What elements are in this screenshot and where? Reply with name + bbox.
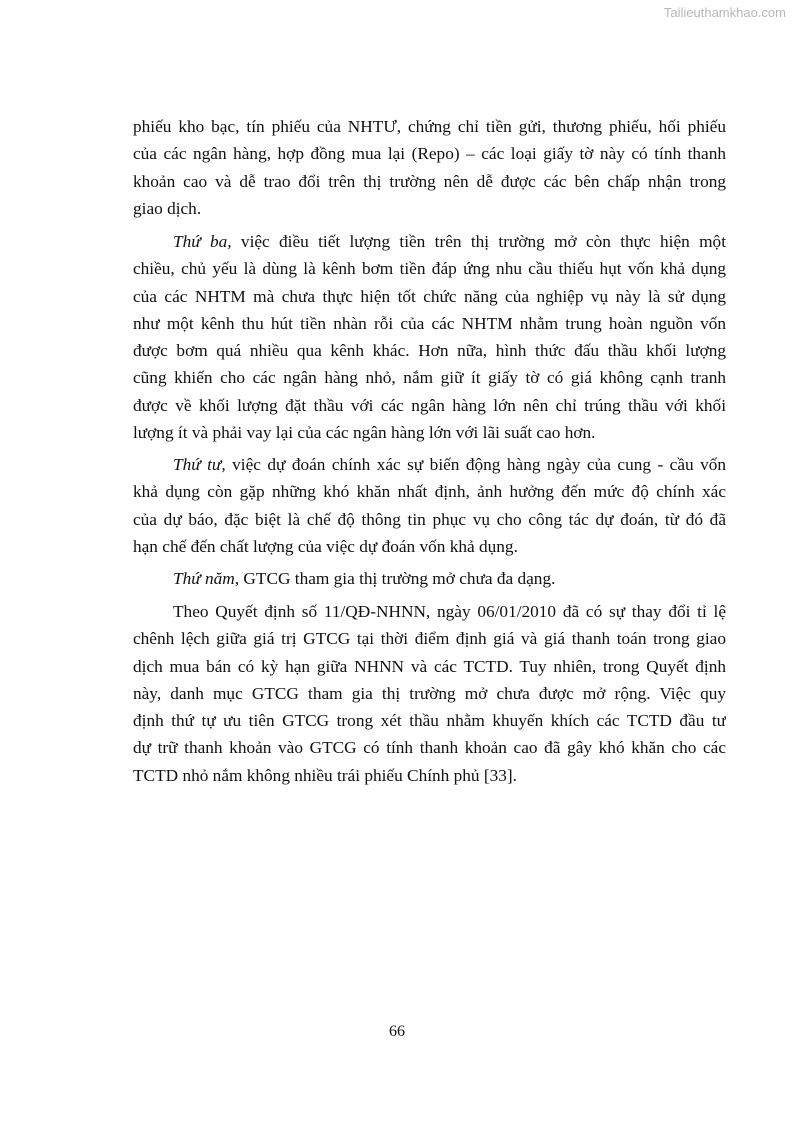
page-number: 66 [389, 1023, 405, 1040]
text-line: chênh lệch giữa giá trị GTCG tại thời điểm định giá và giá thanh toán trong giao [133, 629, 726, 649]
text-line [133, 451, 726, 478]
text-line: phiếu kho bạc, tín phiếu của NHTƯ, chứng chỉ tiền gửi, thương phiếu, hối phiếu [133, 117, 726, 136]
text-line: hạn chế đến chất lượng của việc dự đoán vốn khả dụng. [133, 536, 518, 556]
text-line: được bơm quá nhiều qua kênh khác. Hơn nữa, hình thức đấu thầu khối lượng [133, 341, 726, 361]
text-span: việc điều tiết lượng tiền trên thị trường mở còn thực hiện một [231, 232, 726, 251]
text-line: như một kênh thu hút tiền nhàn rỗi của các NHTM nhằm trung hoàn nguồn vốn [133, 313, 726, 333]
paragraph-thu-ba [133, 228, 726, 446]
text-line: TCTD nhỏ nắm không nhiều trái phiếu Chính phủ [33]. [133, 765, 517, 785]
text-line: giao dịch. [133, 198, 202, 218]
text-span: việc dự đoán chính xác sự biến động hàng ngày của cung - cầu vốn [225, 455, 726, 474]
text-line: cũng khiến cho các ngân hàng nhỏ, nắm giữ ít giấy tờ có giá không cạnh tranh [133, 368, 726, 388]
paragraph-lead: Thứ năm [173, 569, 235, 588]
text-span: , GTCG tham gia thị trường mở chưa đa dạng. [234, 569, 556, 588]
text-line: của dự báo, đặc biệt là chế độ thông tin phục vụ cho công tác dự đoán, từ đó đã [133, 509, 726, 529]
text-line: này, danh mục GTCG tham gia thị trường mở chưa được mở rộng. Việc quy [133, 683, 726, 703]
watermark: Tailieuthamkhao.com [663, 5, 786, 20]
text-line: dự trữ thanh khoản vào GTCG có tính thanh khoản cao đã gây khó khăn cho các [133, 738, 726, 758]
paragraph-1 [133, 113, 726, 222]
text-line: khả dụng còn gặp những khó khăn nhất định, ảnh hưởng đến mức độ chính xác [133, 482, 726, 502]
text-line [133, 228, 726, 255]
paragraph-lead: Thứ ba, [173, 232, 232, 251]
text-line: của các NHTM mà chưa thực hiện tốt chức năng của nghiệp vụ này là sử dụng [133, 286, 726, 306]
text-line: dịch mua bán có kỳ hạn giữa NHNN và các TCTD. Tuy nhiên, trong Quyết định [133, 656, 726, 676]
paragraph-lead: Thứ tư, [173, 455, 226, 474]
paragraph-theo-quyet-dinh [133, 598, 726, 789]
text-line: Theo Quyết định số 11/QĐ-NHNN, ngày 06/01/2010 đã có sự thay đổi tỉ lệ [173, 602, 726, 621]
paragraph-thu-nam [133, 565, 726, 592]
text-line: định thứ tự ưu tiên GTCG trong xét thầu nhằm khuyến khích các TCTD đầu tư [133, 711, 726, 731]
text-line [133, 565, 726, 592]
text-line: lượng ít và phải vay lại của các ngân hàng lớn với lãi suất cao hơn. [133, 423, 596, 443]
text-line: của các ngân hàng, hợp đồng mua lại (Repo) – các loại giấy tờ này có tính thanh [133, 144, 726, 164]
text-line: chiều, chủ yếu là dùng là kênh bơm tiền đáp ứng nhu cầu thiếu hụt vốn khả dụng [133, 259, 726, 279]
paragraph-thu-tu [133, 451, 726, 560]
text-line: được về khối lượng đặt thầu với các ngân hàng lớn nên chỉ trúng thầu với khối [133, 395, 726, 415]
text-line: khoản cao và dễ trao đổi trên thị trường nên dễ được các bên chấp nhận trong [133, 171, 726, 191]
